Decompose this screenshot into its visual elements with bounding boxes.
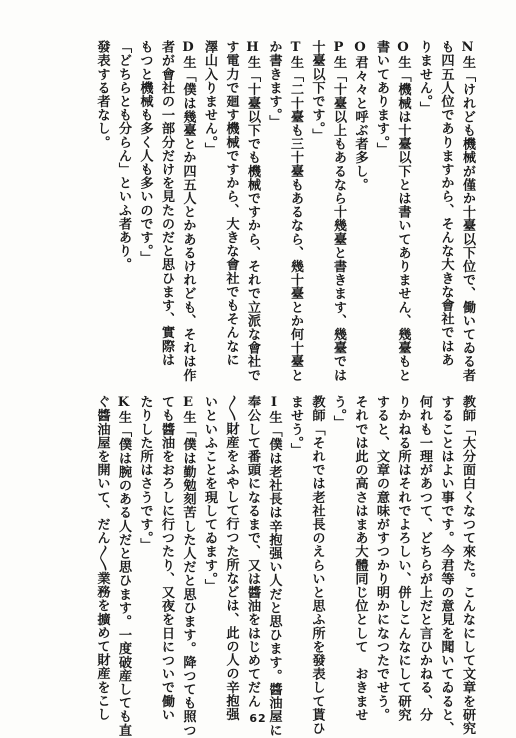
text-line: D生「僕は幾臺とか四五人とかあるけれども、それは作 xyxy=(180,40,196,382)
text-line: 何れも一理があつて、どちらが上だと言ひかねる、分 xyxy=(417,395,432,722)
text-line: 教師「それでは老社長のえらいと思ふ所を發表して貰ひ xyxy=(309,395,325,735)
text-line: I生「僕は老社長は辛抱强い人だと思ひます。醬油屋に xyxy=(266,395,282,737)
text-line: ても醬油をおろしに行つたり、又夜を日についで働い xyxy=(159,395,174,722)
text-line: 「どちらとも分らん」といふ者あり。 xyxy=(116,40,131,272)
text-line: 澤山入りません。」 xyxy=(202,40,217,156)
text-line: いといふことを現してゐます。」 xyxy=(202,395,217,593)
text-line: N生「けれども機械が僅か十臺以下位で、働いてゐる者 xyxy=(460,40,475,382)
text-line: することはよい事です。今君等の意見を聞いてゐると、 xyxy=(438,395,454,735)
top-text-block xyxy=(22,40,478,382)
text-line: すると、文章の意味がすつかり明かになつたでせう。 xyxy=(374,395,389,722)
text-line: O君々々と呼ぶ者多し。 xyxy=(352,40,368,192)
text-line: りかねる所はそれでよろしい、併しこんなにして研究 xyxy=(395,395,411,722)
text-line: E生「僕は勤勉刻苦した人だと思ひます。降つても照つ xyxy=(180,395,196,737)
text-line: たりした所はさうです。」 xyxy=(137,395,153,552)
text-line: 教師「大分面白くなつて來た。こんなにして文章を研究 xyxy=(460,395,475,735)
text-line: ませう。」 xyxy=(288,395,303,457)
text-line: 奉公して番頭になるまで、又は醬油をはじめてだん xyxy=(245,395,260,708)
text-line: りません。」 xyxy=(417,40,432,115)
text-line: O生「機械は十臺以下とは書いてありません、幾臺もと xyxy=(395,40,411,382)
text-line: ぐ醬油屋を開いて、だん〳〵業務を擴めて財産をこし xyxy=(94,395,110,721)
text-line: も四五人位でありますから、そんな大きな會社ではあ xyxy=(438,40,454,367)
text-line: P生「十臺以上もあるなら十幾臺と書きます、幾臺では xyxy=(331,40,346,382)
text-line: 發表する者なし。 xyxy=(94,40,110,149)
text-line: H生「十臺以下でも機械ですから、それで立派な會社で xyxy=(245,40,260,382)
text-line: K生「僕は腕のある人だと思ひます。一度破産しても直 xyxy=(116,395,131,737)
text-line: もつと機械も多く人も多いのです。」 xyxy=(137,40,153,265)
text-line: す電力で廻す機械ですから、大きな會社でもそんなに xyxy=(223,40,239,367)
text-line: それでは此の高さはまあ大體同じ位として おきませ xyxy=(352,395,368,722)
text-line: T生「二十臺も三十臺もあるなら、幾十臺とか何十臺と xyxy=(288,40,303,382)
text-line: う。」 xyxy=(331,395,346,430)
text-line: 者が會社の一部分だけを見たのだと思ひます、實際は xyxy=(159,40,174,367)
text-line: 〳〵財産をふやして行つた所などは、此の人の辛抱强 xyxy=(223,395,239,721)
page-number: 62 xyxy=(249,712,267,725)
text-line: 書いてあります。」 xyxy=(374,40,389,156)
text-line: 十臺以下です。」 xyxy=(309,40,325,143)
text-line: か書きます。」 xyxy=(266,40,282,129)
